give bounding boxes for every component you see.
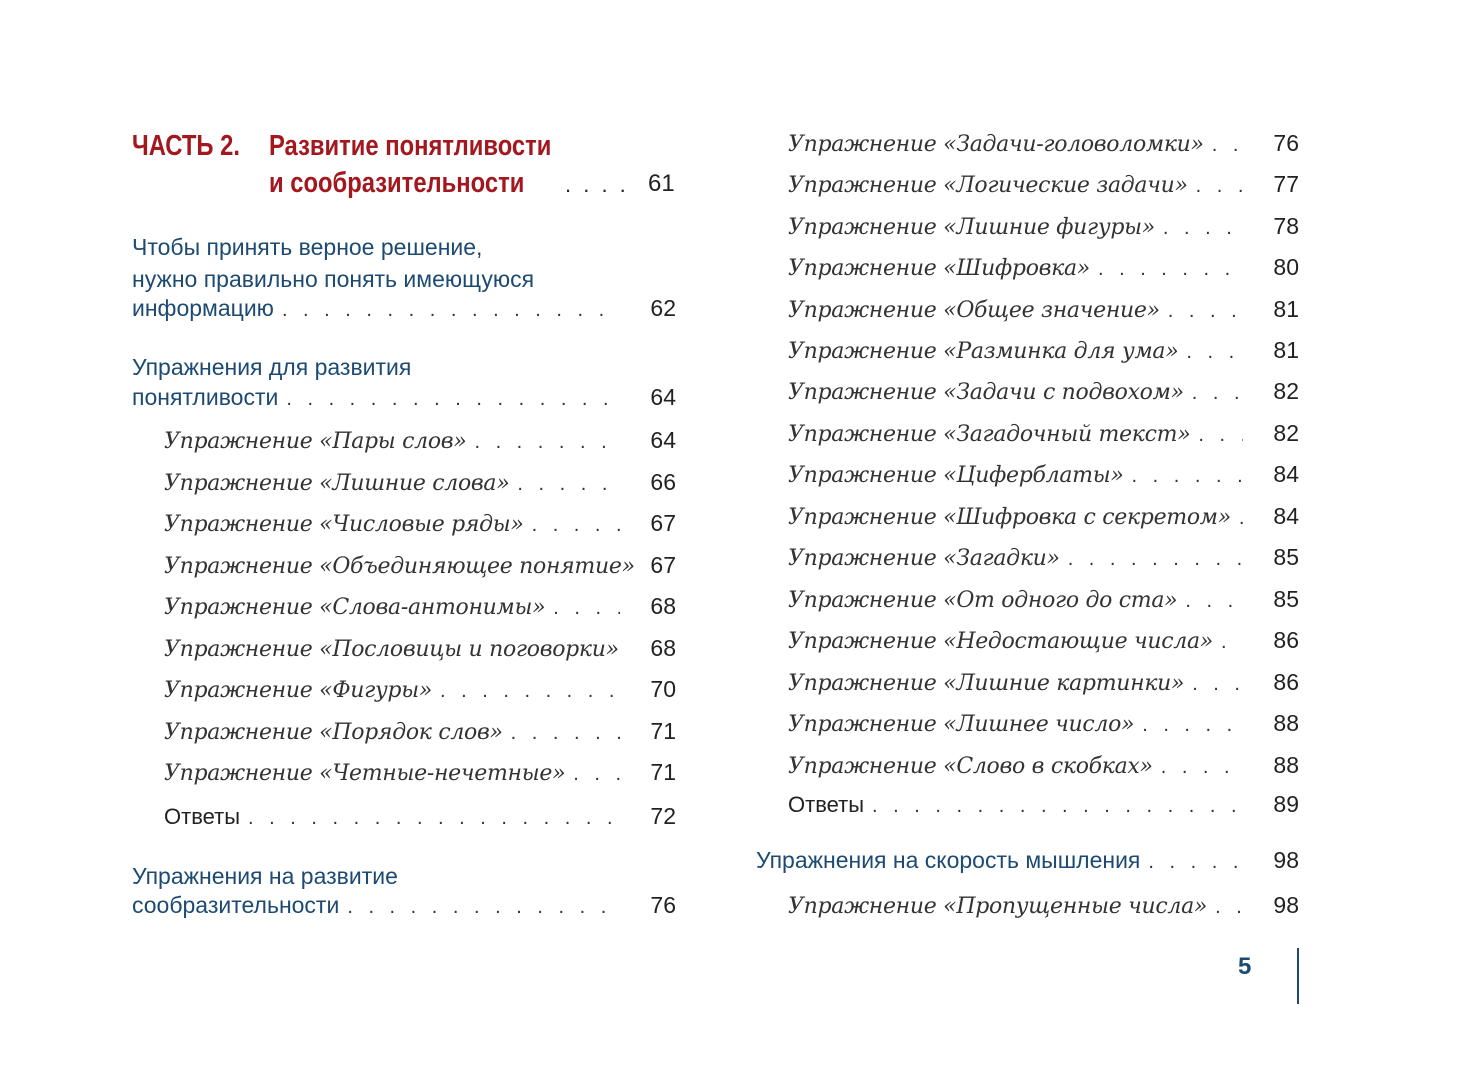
dot-leader <box>1188 175 1243 198</box>
toc-entry-exercise[interactable] <box>788 710 1299 746</box>
toc-entry-answers[interactable] <box>164 803 676 839</box>
exercise-label: Упражнение «Загадки» <box>788 546 1060 571</box>
dot-leader <box>864 795 1243 818</box>
dot-leader <box>278 388 620 411</box>
dot-leader <box>1124 465 1244 488</box>
exercise-label: Упражнение «Логические задачи» <box>788 173 1188 198</box>
toc-entry-exercise[interactable] <box>788 752 1299 788</box>
exercise-label: Упражнение «Лишнее число» <box>788 712 1135 737</box>
dot-leader <box>1090 258 1243 281</box>
page-number: 67 <box>650 552 676 578</box>
dot-leader <box>1155 217 1243 240</box>
part-title: Развитие понятливости <box>269 130 552 162</box>
dot-leader <box>635 556 643 579</box>
page-number: 71 <box>650 718 676 744</box>
part-label: ЧАСТЬ 2. <box>132 130 240 162</box>
exercise-label: Упражнение «Пропущенные числа» <box>788 894 1208 919</box>
dot-leader <box>619 639 627 662</box>
section-title-line: Упражнения для развития <box>132 354 412 380</box>
part-leader: . . . . <box>565 172 629 197</box>
page-number: 62 <box>650 295 676 321</box>
section-title-line: понятливости <box>132 384 279 410</box>
toc-entry-answers[interactable] <box>788 791 1299 827</box>
part-page-number: 61 <box>648 170 675 197</box>
toc-entry-exercise[interactable] <box>164 552 676 588</box>
exercise-label: Упражнение «Порядок слов» <box>164 720 503 745</box>
dot-leader <box>1153 756 1243 779</box>
page-number: 86 <box>1273 627 1299 653</box>
folio-rule <box>1297 948 1299 1004</box>
dot-leader <box>565 763 620 786</box>
exercise-label: Упражнение «Объединяющее понятие» <box>164 554 635 579</box>
section-title-line: информацию <box>132 295 274 321</box>
dot-leader <box>1160 300 1243 323</box>
answers-label: Ответы <box>164 804 241 829</box>
toc-entry-exercise[interactable] <box>788 213 1299 249</box>
exercise-label: Упражнение «Пословицы и поговорки» <box>164 637 619 662</box>
dot-leader <box>1184 382 1243 405</box>
dot-leader <box>466 431 620 454</box>
page-number: 76 <box>1273 130 1299 156</box>
toc-entry-exercise[interactable] <box>788 254 1299 290</box>
section-title-line: Упражнения на развитие <box>132 863 398 889</box>
page-number: 80 <box>1273 254 1299 280</box>
toc-entry-exercise[interactable] <box>788 420 1299 456</box>
exercise-label: Упражнение «Лишние картинки» <box>788 671 1185 696</box>
page-number: 86 <box>1273 669 1299 695</box>
exercise-label: Упражнение «Задачи с подвохом» <box>788 380 1184 405</box>
toc-entry-exercise[interactable] <box>788 892 1299 928</box>
page-number: 82 <box>1273 420 1299 446</box>
page-number: 71 <box>650 759 676 785</box>
dot-leader <box>1177 590 1243 613</box>
toc-entry-exercise[interactable] <box>788 296 1299 332</box>
folio-page-number: 5 <box>1238 953 1252 980</box>
dot-leader <box>1231 507 1243 530</box>
toc-entry-exercise[interactable] <box>164 759 676 795</box>
toc-entry-section[interactable] <box>132 295 676 331</box>
toc-entry-exercise[interactable] <box>788 503 1299 539</box>
exercise-label: Упражнение «Разминка для ума» <box>788 339 1179 364</box>
page-number: 68 <box>650 593 676 619</box>
dot-leader <box>1207 896 1243 919</box>
page-number: 64 <box>650 384 676 410</box>
exercise-label: Упражнение «Задачи-головоломки» <box>788 132 1204 157</box>
dot-leader <box>524 514 620 537</box>
page-number: 85 <box>1273 586 1299 612</box>
exercise-label: Упражнение «Общее значение» <box>788 298 1160 323</box>
exercise-label: Упражнение «Недостающие числа» <box>788 629 1213 654</box>
dot-leader <box>545 597 620 620</box>
toc-entry-exercise[interactable] <box>164 676 676 712</box>
toc-entry-exercise[interactable] <box>164 469 676 505</box>
dot-leader <box>432 680 620 703</box>
exercise-label: Упражнение «Шифровка» <box>788 256 1090 281</box>
toc-entry-exercise[interactable] <box>788 669 1299 705</box>
section-title-line: Упражнения на скорость мышления <box>756 847 1141 873</box>
page-number: 84 <box>1273 503 1299 529</box>
page-number: 98 <box>1273 847 1299 873</box>
exercise-label: Упражнение «Числовые ряды» <box>164 512 524 537</box>
exercise-label: Упражнение «Пары слов» <box>164 429 467 454</box>
toc-entry-exercise[interactable] <box>788 461 1299 497</box>
page-number: 76 <box>650 892 676 918</box>
toc-entry-exercise[interactable] <box>788 378 1299 414</box>
toc-entry-section[interactable] <box>132 892 676 928</box>
page-number: 72 <box>650 803 676 829</box>
dot-leader <box>339 896 620 919</box>
dot-leader <box>1140 851 1243 874</box>
dot-leader <box>1134 714 1243 737</box>
page-number: 81 <box>1273 337 1299 363</box>
dot-leader <box>1190 424 1243 447</box>
exercise-label: Упражнение «Фигуры» <box>164 678 432 703</box>
dot-leader <box>1184 673 1243 696</box>
dot-leader <box>1204 134 1243 157</box>
page-number: 68 <box>650 635 676 661</box>
page-number: 98 <box>1273 892 1299 918</box>
dot-leader <box>1060 548 1243 571</box>
dot-leader <box>1178 341 1243 364</box>
section-title-line: нужно правильно понять имеющуюся <box>132 266 535 292</box>
page-number: 88 <box>1273 752 1299 778</box>
toc-entry-exercise[interactable] <box>164 593 676 629</box>
page-number: 70 <box>650 676 676 702</box>
toc-entry-exercise[interactable] <box>788 586 1299 622</box>
toc-entry-exercise[interactable] <box>164 427 676 463</box>
toc-entry-section[interactable] <box>756 847 1299 883</box>
exercise-label: Упражнение «Слово в скобках» <box>788 754 1153 779</box>
toc-entry-section[interactable] <box>132 384 676 420</box>
exercise-label: Упражнение «Циферблаты» <box>788 463 1124 488</box>
page-number: 81 <box>1273 296 1299 322</box>
page-number: 64 <box>650 427 676 453</box>
dot-leader <box>240 807 620 830</box>
page-number: 89 <box>1273 791 1299 817</box>
dot-leader <box>509 473 620 496</box>
dot-leader <box>1213 631 1243 654</box>
exercise-label: Упражнение «Слова-антонимы» <box>164 595 546 620</box>
toc-entry-exercise[interactable] <box>164 718 676 754</box>
part-title-line2: и сообразительности <box>269 167 525 199</box>
exercise-label: Упражнение «Шифровка с секретом» <box>788 505 1231 530</box>
page-number: 67 <box>650 510 676 536</box>
toc-entry-exercise[interactable] <box>788 171 1299 207</box>
dot-leader <box>274 299 620 322</box>
page-number: 85 <box>1273 544 1299 570</box>
page-number: 82 <box>1273 378 1299 404</box>
exercise-label: Упражнение «Четные-нечетные» <box>164 761 566 786</box>
page-number: 66 <box>650 469 676 495</box>
toc-entry-exercise[interactable] <box>788 337 1299 373</box>
toc-entry-exercise[interactable] <box>164 635 676 671</box>
exercise-label: Упражнение «От одного до ста» <box>788 588 1178 613</box>
page-number: 84 <box>1273 461 1299 487</box>
page-number: 77 <box>1273 171 1299 197</box>
exercise-label: Упражнение «Загадочный текст» <box>788 422 1191 447</box>
exercise-label: Упражнение «Лишние слова» <box>164 471 510 496</box>
page-number: 78 <box>1273 213 1299 239</box>
page-number: 88 <box>1273 710 1299 736</box>
answers-label: Ответы <box>788 792 865 817</box>
section-title-line: сообразительности <box>132 892 340 918</box>
toc-entry-exercise[interactable] <box>788 627 1299 663</box>
exercise-label: Упражнение «Лишние фигуры» <box>788 215 1155 240</box>
section-title-line: Чтобы принять верное решение, <box>132 234 483 260</box>
toc-entry-exercise[interactable] <box>164 510 676 546</box>
toc-entry-exercise[interactable] <box>788 544 1299 580</box>
dot-leader <box>503 722 620 745</box>
toc-entry-exercise[interactable] <box>788 130 1299 166</box>
